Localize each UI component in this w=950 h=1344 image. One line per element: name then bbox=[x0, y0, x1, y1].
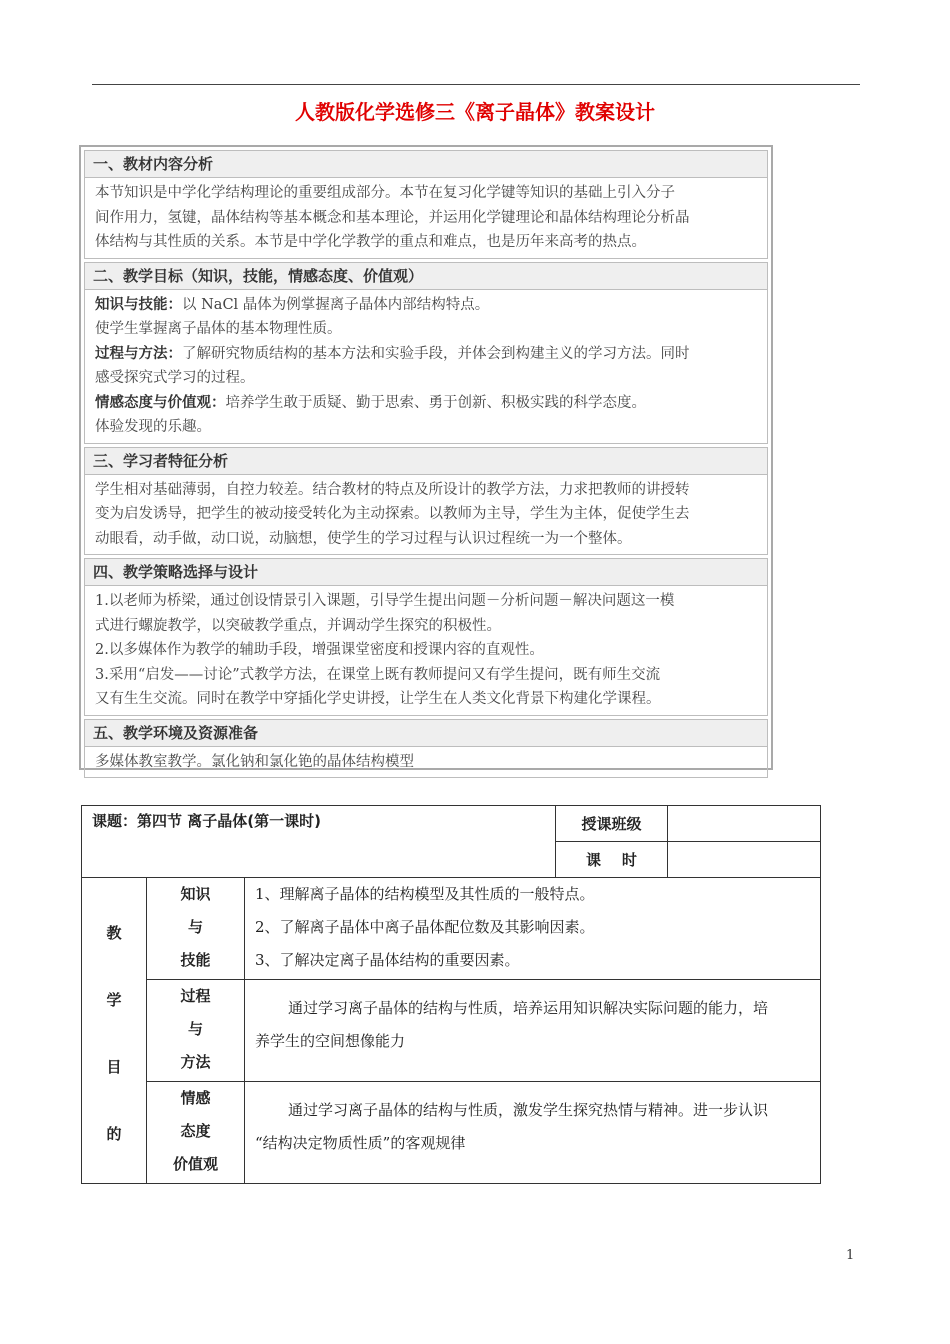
text-line: 多媒体教室教学。氯化钠和氯化铯的晶体结构模型 bbox=[95, 753, 414, 770]
teaching-outline-table bbox=[79, 145, 773, 770]
section-teaching-strategy bbox=[84, 558, 768, 716]
document-title: 人教版化学选修三《离子晶体》教案设计 bbox=[295, 100, 655, 124]
section-teaching-goals bbox=[84, 262, 768, 444]
text-line: 又有生生交流。同时在教学中穿插化学史讲授，让学生在人类文化背景下构建化学课程。 bbox=[95, 691, 661, 707]
lesson-plan-table bbox=[81, 805, 821, 1184]
process-methods-content: 通过学习离子晶体的结构与性质，培养运用知识解决实际问题的能力，培 养学生的空间想像能力 bbox=[245, 980, 821, 1082]
process-label: 过程与方法： bbox=[95, 345, 182, 362]
text-line: 使学生掌握离子晶体的基本物理性质。 bbox=[95, 321, 342, 337]
class-label: 授课班级 bbox=[556, 806, 668, 842]
text-line: 间作用力，氢键，晶体结构等基本概念和基本理论，并运用化学键理论和晶体结构理论分析晶 bbox=[95, 209, 690, 226]
attitude-values-label: 情感 态度 价值观 bbox=[147, 1082, 245, 1184]
lesson-topic: 课题：第四节 离子晶体(第一课时) bbox=[82, 806, 556, 878]
text-line: 3.采用“启发——讨论”式教学方法，在课堂上既有教师提问又有学生提问，既有师生交流 bbox=[95, 666, 661, 683]
section-heading: 五、教学环境及资源准备 bbox=[85, 720, 767, 747]
process-methods-label: 过程 与 方法 bbox=[147, 980, 245, 1082]
header-rule bbox=[92, 84, 860, 85]
section-resources bbox=[84, 719, 768, 779]
text-line: 了解研究物质结构的基本方法和实验手段，并体会到构建主义的学习方法。同时 bbox=[182, 345, 690, 362]
section-heading: 四、教学策略选择与设计 bbox=[85, 559, 767, 586]
attitude-values-content: 通过学习离子晶体的结构与性质，激发学生探究热情与精神。进一步认识 “结构决定物质性质”的客观规律 bbox=[245, 1082, 821, 1184]
period-value bbox=[668, 842, 821, 878]
knowledge-skills-content: 1、理解离子晶体的结构模型及其性质的一般特点。 2、了解离子晶体中离子晶体配位数及其影响因素。 3、了解决定离子晶体结构的重要因素。 bbox=[245, 878, 821, 980]
text-line: 体验发现的乐趣。 bbox=[95, 419, 211, 435]
page-number: 1 bbox=[846, 1248, 855, 1263]
text-line: 动眼看，动手做，动口说，动脑想，使学生的学习过程与认识过程统一为一个整体。 bbox=[95, 530, 632, 547]
text-line: 感受探究式学习的过程。 bbox=[95, 370, 255, 386]
knowledge-skills-label: 知识 与 技能 bbox=[147, 878, 245, 980]
section-textbook-analysis bbox=[84, 150, 768, 259]
text-line: 以 NaCl 晶体为例掌握离子晶体内部结构特点。 bbox=[182, 296, 490, 313]
text-line: 变为启发诱导，把学生的被动接受转化为主动探索。以教师为主导，学生为主体，促使学生去 bbox=[95, 506, 690, 522]
emotion-label: 情感态度与价值观： bbox=[95, 394, 226, 411]
teaching-goals-label: 教 学 目 的 bbox=[82, 878, 147, 1184]
section-heading: 二、教学目标（知识，技能，情感态度、价值观） bbox=[85, 263, 767, 290]
text-line: 式进行螺旋教学，以突破教学重点，并调动学生探究的积极性。 bbox=[95, 617, 501, 634]
section-learner-analysis bbox=[84, 447, 768, 556]
text-line: 培养学生敢于质疑、勤于思索、勇于创新、积极实践的科学态度。 bbox=[225, 394, 646, 411]
text-line: 2.以多媒体作为教学的辅助手段，增强课堂密度和授课内容的直观性。 bbox=[95, 642, 544, 658]
knowledge-label: 知识与技能： bbox=[95, 296, 182, 313]
section-heading: 一、教材内容分析 bbox=[85, 151, 767, 178]
period-label: 课 时 bbox=[556, 842, 668, 878]
section-heading: 三、学习者特征分析 bbox=[85, 448, 767, 475]
class-value bbox=[668, 806, 821, 842]
text-line: 本节知识是中学化学结构理论的重要组成部分。本节在复习化学键等知识的基础上引入分子 bbox=[95, 185, 675, 201]
text-line: 学生相对基础薄弱，自控力较差。结合教材的特点及所设计的教学方法，力求把教师的讲授转 bbox=[95, 481, 690, 498]
text-line: 体结构与其性质的关系。本节是中学化学教学的重点和难点，也是历年来高考的热点。 bbox=[95, 234, 646, 250]
text-line: 1.以老师为桥梁，通过创设情景引入课题，引导学生提出问题－分析问题－解决问题这一模 bbox=[95, 593, 675, 609]
